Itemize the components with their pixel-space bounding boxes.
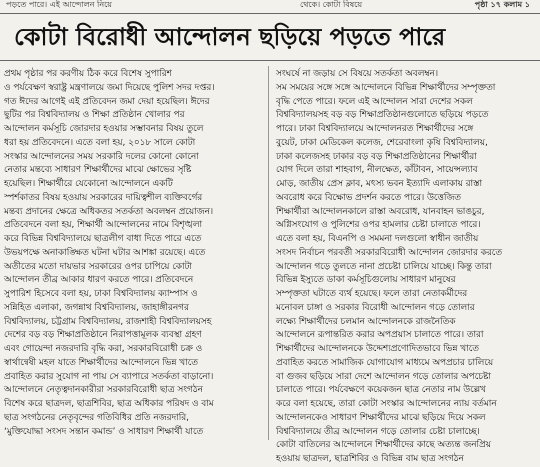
left-column — [4, 68, 262, 440]
text-line: শিক্ষার্থীদের আন্দোলনকে উদ্দেশ্যপ্রণোদিতভাবে ভিন্ন খাতে — [276, 344, 479, 354]
top-rule — [0, 13, 540, 14]
text-line: উভয়পক্ষে অনাকাঙ্ক্ষিত ঘটনা ঘটার আশঙ্কা রয়েছে। এতে — [4, 247, 206, 258]
text-line: আন্দোলনে রূপান্তরিত করার অপপ্রয়াস চালাতে পারে। তারা — [276, 330, 484, 341]
text-line: ঢাকা কলেজসহ ঢাকার বড় বড় শিক্ষাপ্রতিষ্ঠানের শিক্ষার্থীরা — [276, 151, 477, 162]
previous-text-strip — [0, 0, 540, 12]
text-line: লক্ষ্যে শিক্ষার্থীদের চলমান আন্দোলনকে রাজনৈতিক — [276, 316, 456, 327]
text-line: মনোবল চাঙ্গা ও সরকার বিরোধী আন্দোলন গড়ে তোলার — [276, 302, 475, 313]
text-line: বৃদ্ধি পেতে পারে। ফলে এই আন্দোলন সারা দেশের সকল — [276, 96, 473, 107]
right-column — [276, 68, 534, 464]
text-line: অবরোধ করে বিক্ষোভ প্রদর্শন করতে পারে। উত্তেজিত — [276, 192, 461, 203]
text-line: বিশ্ববিদ্যালয়ে তীব্র আন্দোলন গড়ে তোলার চেষ্টা চালাচ্ছে। — [276, 426, 480, 437]
top-right-fragment: থেকে। কোটা বিষয়ে — [300, 0, 363, 9]
text-line: প্রবাহিত করতে সামাজিক যোগাযোগ মাধ্যমে অপপ্রচার চালিয়ে — [276, 357, 494, 368]
text-line: বিশ্ববিদ্যালয়সহ বড় বড় শিক্ষাপ্রতিষ্ঠানগুলোতে ছড়িয়ে পড়তে — [276, 110, 489, 121]
text-line: অতীতের মতো দায়ভার সরকারের ওপর চাপিয়ে কোটা — [4, 261, 192, 272]
text-line: চালাতে পারে। পর্যবেক্ষণে কয়েকজন ছাত্র নেতার নাম উল্লেখ — [276, 385, 486, 396]
text-line: সুপারিশ হিসেবে বলা হয়, ঢাকা বিশ্ববিদ্যালয় ক্যাম্পাস ও — [4, 289, 198, 299]
text-line: অগ্নিসংযোগ ও পুলিশের ওপর হামলার চেষ্টা চালাতে পারে। — [276, 220, 481, 231]
text-line: স্পর্শকাতর বিষয় হওয়ায় সরকারের দায়িত্বশীল ব্যক্তিবর্গের — [4, 192, 203, 203]
text-line: সম সময়ের সঙ্গে সঙ্গে আন্দোলনে বিভিন্ন শিক্ষার্থীদের সম্পৃক্ততা — [276, 82, 496, 93]
text-line: সংসদ নির্বাচন পরবর্তী সরকারবিরোধী আন্দোলন জোরদার করতে — [276, 247, 502, 258]
text-line: বিশেষ করে ছাত্রদল, ছাত্রশিবির, ছাত্র অধিকার পরিষদ ও বাম — [4, 399, 214, 409]
text-line: ধরা হয় প্রতিবেদনে। এতে বলা হয়, ২০১৮ সালে কোটা — [4, 137, 196, 148]
text-line: আন্দোলন তীব্র আকার ধারণ করতে পারে। প্রতিবেদনে — [4, 275, 194, 286]
text-line: সম্পৃক্ততা ঘটাতে ব্যর্থ হয়েছে। ফলে তারা নেতাকর্মীদের — [276, 289, 468, 299]
text-line: আন্দোলন কর্মসূচি জোরদার হওয়ার সম্ভাবনার বিষয় তুলে — [4, 124, 204, 134]
text-line: বুয়েট, ঢাকা মেডিকেল কলেজ, শেরেবাংলা কৃষি বিশ্ববিদ্যালয়, — [276, 137, 488, 148]
text-line: ছাত্র সংগঠনের নেতৃবৃন্দের গতিবিধির প্রতি নজরদারি, — [4, 412, 189, 423]
text-line: এবং গোয়েন্দা নজরদারি বৃদ্ধি করা, সরকারবিরোধী চক্র ও — [4, 344, 203, 354]
text-line: নেতার মন্তব্যে সাধারণ শিক্ষার্থীদের মাঝে ক্ষোভের সৃষ্টি — [4, 165, 192, 176]
text-line: যোগ দিলে তারা শাহবাগ, নীলক্ষেত, কাঁটাবন, সায়েন্সল্যাব — [276, 165, 478, 176]
text-line: বিশ্ববিদ্যালয়, চট্টগ্রাম বিশ্ববিদ্যালয়, রাজশাহী বিশ্ববিদ্যালয়সহ — [4, 316, 212, 327]
text-line: মন্তব্য প্রদানের ক্ষেত্রে অধিকতর সতর্কতা অবলম্বন প্রয়োজন। — [4, 206, 214, 217]
text-line: গত ঈদের আগেই এই প্রতিবেদন জমা দেয়া হয়েছিল। ঈদের — [4, 96, 210, 107]
text-line: হয়েছিল। শিক্ষার্থীরে যেকোনো আন্দোলনে একটি — [4, 179, 173, 189]
text-line: প্রথম পৃষ্ঠার পর করণীয় ঠিক করে বিশেষ সুপারিশ — [4, 69, 172, 79]
text-line: আন্দোলনকেও সাধারণ শিক্ষার্থীদের মাঝে ছড়িয়ে দিয়ে সকল — [276, 412, 486, 423]
text-line: আন্দোলন গড়ে তুলতে নানা প্রচেষ্টা চালিয়ে যাচ্ছে। কিন্তু তারা — [276, 261, 492, 272]
text-line: কোটা বাতিলের আন্দোলনে শিক্ষার্থীদের কাছে অত্যন্ত জনপ্রিয় — [276, 440, 491, 451]
page-label: পৃষ্ঠা ১৭ কলাম ১ — [474, 0, 530, 9]
text-line: সংস্কার আন্দোলনের সময় সরকারি দলের কোনো কোনো — [4, 151, 199, 162]
text-line: পারে। ঢাকা বিশ্ববিদ্যালয়ে আন্দোলনরত শিক্ষার্থীদের সঙ্গে — [276, 124, 474, 134]
text-line: প্রবাহিত করার সুযোগ না পায় সে ব্যাপারে সতর্কতা বাড়ানো। — [4, 371, 214, 382]
text-line: হওয়ায় ছাত্রদল, ছাত্রশিবির ও বিভিন্ন বাম ছাত্র সংগঠন — [276, 454, 464, 464]
text-line: আন্দোলনে নেতৃত্বদানকারীরা সরকারবিরোধী ছাত্র সংগঠন — [4, 385, 203, 396]
text-line: ‘মুক্তিযোদ্ধা সংসদ সন্তান কমান্ড’ ও সাধারণ শিক্ষার্থী যাতে — [4, 426, 204, 437]
text-line: শিক্ষার্থীরা আন্দোলনকালে রাস্তা অবরোধ, যানবাহন ভাঙচুর, — [276, 206, 485, 217]
text-line: সংঘর্ষে না জড়ায় সে বিষয়ে সতর্কতা অবলম্বন। — [276, 69, 439, 79]
article-headline: কোটা বিরোধী আন্দোলন ছড়িয়ে পড়তে পারে — [14, 22, 446, 51]
text-line: দেশের বড় বড় শিক্ষাপ্রতিষ্ঠানে নিরাপত্তামূলক ব্যবস্থা গ্রহণ — [4, 330, 202, 341]
text-line: প্রতিবেদনে বলা হয়, শিক্ষার্থী আন্দোলনের নামে বিশৃঙ্খলা — [4, 220, 203, 231]
top-left-fragment: পড়তে পারে। এই আন্দোলন নিয়ে — [6, 0, 113, 9]
text-line: করে বিভিন্ন বিশ্ববিদ্যালয়ে ছাত্রলীগ বাধা দিতে পারে এতে — [4, 234, 202, 244]
text-line: ও পর্যবেক্ষণ স্বরাষ্ট্র মন্ত্রণালয়ে জমা দিয়েছে পুলিশ সদর দপ্তর। — [4, 82, 215, 93]
text-line: বা গুজব ছড়িয়ে সারা দেশে আন্দোলন গড়ে তোলার অপচেষ্টা — [276, 371, 491, 382]
column-divider — [268, 66, 269, 440]
text-line: ছুটির পর বিশ্ববিদ্যালয় ও শিক্ষা প্রতিষ্ঠান খোলার পর — [4, 110, 185, 121]
text-line: বিভিন্ন ইস্যুতে ডাকা কর্মসূচিগুলোয় সাধারণ মানুষের — [276, 275, 456, 286]
text-line: মোড়, জাতীয় প্রেস ক্লাব, মৎস্য ভবন ইত্যাদি এলাকায় রাস্তা — [276, 179, 483, 189]
text-line: করে বলা হয়েছে, তারা কোটা সংস্কার আন্দোলনের ন্যায় বর্তমান — [276, 399, 497, 409]
text-line: সন্নিহিত এলাকা, জগন্নাথ বিশ্ববিদ্যালয়, জাহাঙ্গীরনগর — [4, 302, 189, 313]
text-line: স্বার্থান্বেষী মহল যাতে শিক্ষার্থীদের আন্দোলনে ভিন্ন খাতে — [4, 357, 198, 368]
headline-rule — [0, 60, 540, 61]
text-line: এতে বলা হয়, বিএনপি ও সমমনা দলগুলো স্বাধীন জাতীয় — [276, 234, 479, 244]
